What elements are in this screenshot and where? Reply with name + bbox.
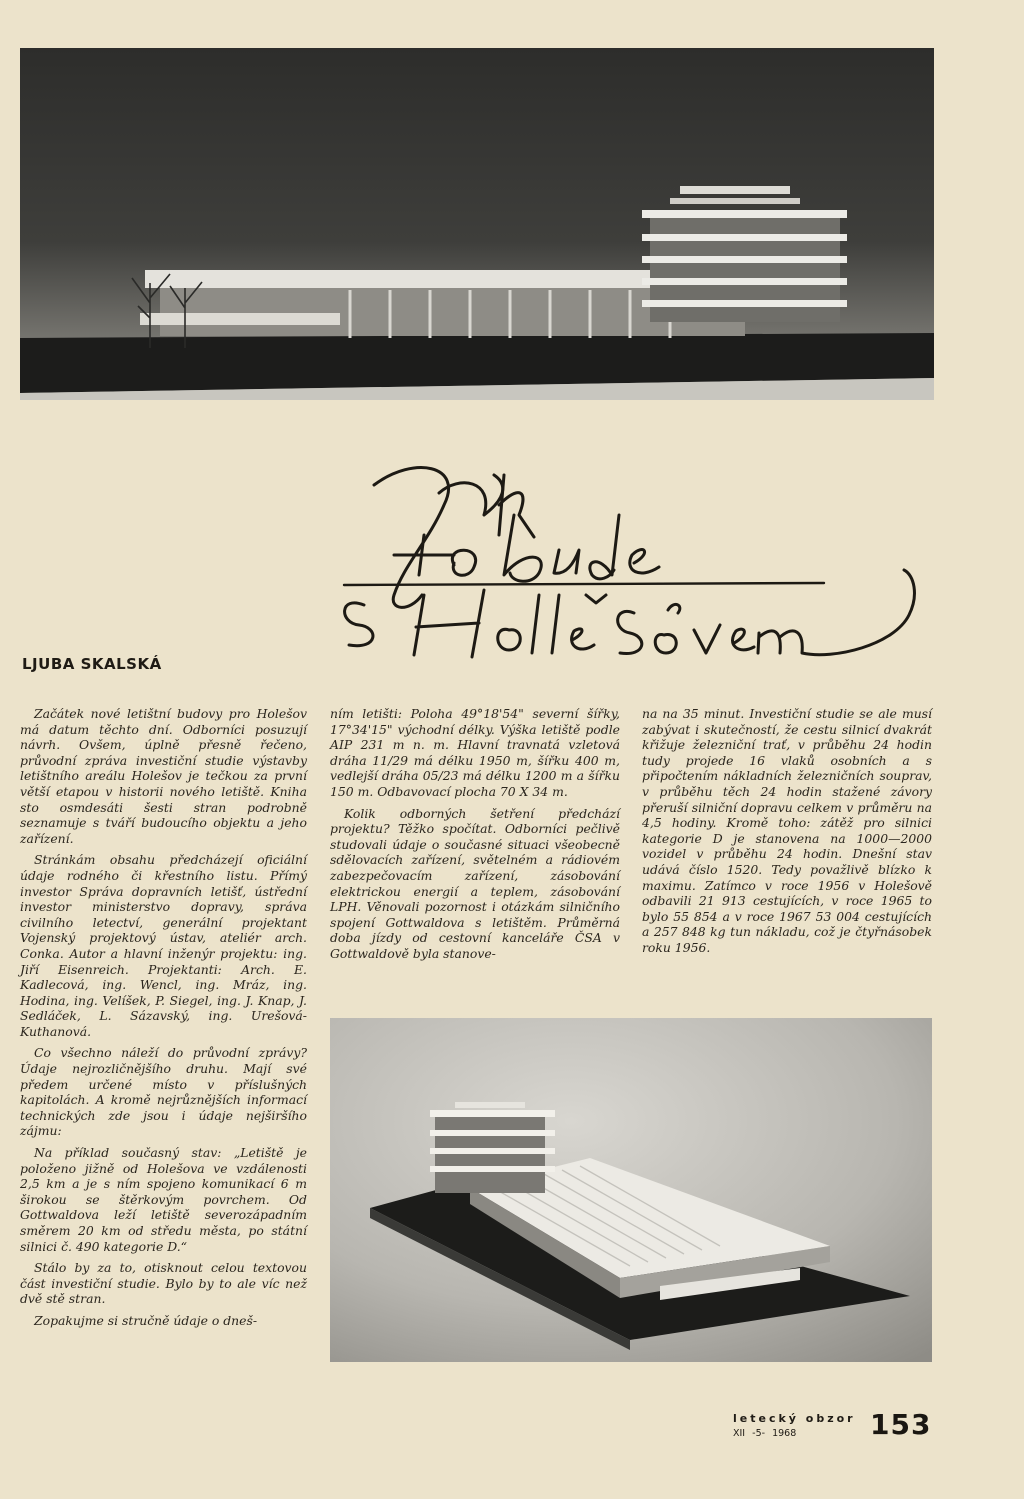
bottom-photo-model-perspective <box>330 1018 932 1362</box>
title-underline <box>344 583 824 585</box>
script-word-bude-b <box>504 515 541 581</box>
paragraph: Na příklad současný stav: „Letiště je položeno jižně od Holešova ve vzdálenosti 2,5 km a je s ním spojeno komunikací 6 m širokou se štěrkovým povrchem. Od Gottwaldova leží letiště severozápadním směrem 20 km od středu města, po státní silnici č. 490 kategorie D.“ <box>20 1145 307 1254</box>
script-hacek <box>586 595 606 603</box>
script-letter-s2 <box>618 611 642 653</box>
script-letter-j <box>374 468 449 608</box>
script-word-to-t <box>394 535 454 575</box>
script-word-bude-e <box>630 550 659 573</box>
script-letter-o <box>498 629 521 650</box>
script-letter-h <box>414 590 484 657</box>
issue-info <box>733 1428 796 1439</box>
script-ring <box>668 604 680 613</box>
author-name: LJUBA SKALSKÁ <box>22 655 162 673</box>
script-word-bude-u <box>554 550 579 573</box>
paragraph: Stálo by za to, otisknout celou textovou část investiční studie. Bylo by to ale víc než dvě stě stran. <box>20 1260 307 1307</box>
magazine-name: letecký obzor <box>733 1412 856 1425</box>
text-column-3 <box>642 706 932 962</box>
paragraph: Začátek nové letištní budovy pro Holešov má datum těchto dní. Odborníci posuzují návrh. Ovšem, úplně přesně řečeno, průvodní zpráva investiční studie výstavby letištního areálu Holešov je tečkou za první větší etapou v historii nového letiště. Kniha sto osmdesáti šesti stran podrobně seznamuje s tváří budoucího objektu a jeho zařízení. <box>20 706 307 846</box>
paragraph: Co všechno náleží do průvodní zprávy? Údaje nejrozličnějšího druhu. Mají své předem určené místo v příslušných kapitolách. A kromě nejrůznějších informací technických zde jsou i údaje nejširšího zájmu: <box>20 1045 307 1139</box>
volume: XII <box>733 1428 746 1439</box>
issue: -5- <box>752 1428 766 1439</box>
script-letter-k <box>499 475 534 537</box>
top-photo-model-side-view <box>20 48 934 400</box>
paragraph: ním letišti: Poloha 49°18'54" severní šířky, 17°34'15" východní délky. Výška letiště podle AIP 231 m n. m. Hlavní travnatá vzletová dráha 11/29 má délku 1950 m, šířku 400 m, vedlejší dráha 05/23 má délku 1200 m a šířku 150 m. Odbavovací plocha 70 X 34 m. <box>330 706 620 799</box>
script-letter-l <box>532 595 559 653</box>
script-letter-s <box>345 603 373 646</box>
handwritten-title <box>334 445 944 675</box>
year: 1968 <box>772 1428 797 1439</box>
script-letter-e <box>572 629 594 649</box>
script-word-bude-d <box>590 515 619 579</box>
text-column-2 <box>330 706 620 968</box>
script-letter-v <box>694 625 720 653</box>
paragraph: Kolik odborných šetření předchází projektu? Těžko spočítat. Odborníci pečlivě studovali údaje o současné situaci všeobecně sdělovacích zařízení, světelném a rádiovém zabezpečovacím zařízení, zásobování elektrickou energií a teplem, zásobování LPH. Věnovali pozornost i otázkám silničního spojení Gottwaldova s letištěm. Průměrná doba jízdy od cestovní kanceláře ČSA v Gottwaldově byla stanove- <box>330 805 620 961</box>
model-side-view-image <box>20 48 934 400</box>
paragraph: na na 35 minut. Investiční studie se ale musí zabývat i skutečností, že cestu silnicí dvakrát křižuje železniční trať, v průběhu 24 hodin tudy projede 16 vlaků osobních a s připočtením nákladních železničních souprav, v průběhu těch 24 hodin stažené závory přeruší silniční dopravu celkem v průměru na 4,5 hodiny. Kromě toho: zátěž pro silnici kategorie D je stanovena na 1000—2000 vozidel v průběhu 24 hodin. Dnešní stav udává číslo 1520. Tedy považlivě blízko k maximu. Zatímco v roce 1956 v Holešově odbavili 21 913 cestujících, v roce 1965 to bylo 55 854 a v roce 1967 53 004 cestujících a 257 848 kg tun nákladu, což je čtyřnásobek roku 1956. <box>642 706 932 955</box>
paragraph: Zopakujme si stručně údaje o dneš- <box>34 1312 258 1328</box>
page-number: 153 <box>870 1408 932 1441</box>
script-letter-e2 <box>732 629 754 650</box>
script-word-to-o <box>452 550 475 575</box>
model-perspective-image <box>330 1018 932 1362</box>
paragraph: Stránkám obsahu předcházejí oficiální údaje rodného či křestního listu. Přímý investor Správa dopravních letišť, ústřední investor ministerstvo dopravy, správa civilního letectví, generální projektant Vojenský projektový ústav, ateliér arch. Conka. Autor a hlavní inženýr projektu: ing. Jiří Eisenreich. Projektanti: Arch. E. Kadlecová, ing. Wencl, ing. Mráz, ing. Hodina, ing. Velíšek, P. Siegel, ing. J. Knap, J. Sedláček, L. Sázavský, ing. Urešová-Kuthanová. <box>20 852 307 1039</box>
text-column-1 <box>20 706 307 1335</box>
script-letter-o2 <box>655 635 676 653</box>
